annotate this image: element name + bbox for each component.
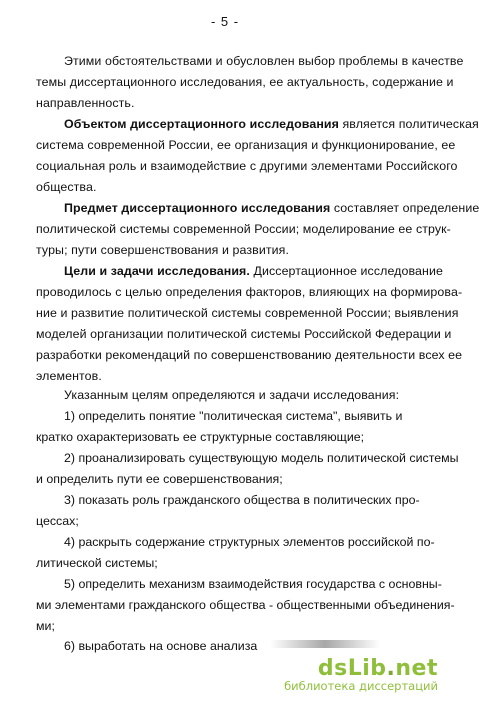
- watermark-logo: [284, 656, 438, 681]
- text-line: цессах;: [36, 514, 79, 528]
- text-line: и определить пути ее совершенствования;: [36, 472, 283, 486]
- text-line: туры; пути совершенствования и развития.: [36, 243, 290, 257]
- text-line: общества.: [36, 180, 97, 194]
- watermark-logo-tld: net: [395, 656, 438, 681]
- bold-heading-object: Объектом диссертационного исследования: [64, 117, 339, 131]
- watermark[interactable]: [284, 656, 438, 693]
- text-line: система современной России, ее организация и функционирование, ее: [36, 138, 456, 152]
- text-line: 4) раскрыть содержание структурных элементов российской по-: [64, 535, 435, 549]
- text-fragment: Диссертационное исследование: [249, 264, 443, 278]
- text-line: ми элементами гражданского общества - общественными объединения-: [36, 598, 455, 612]
- paragraph-goals: [36, 261, 463, 387]
- list-item: [36, 574, 455, 637]
- text-line: [36, 261, 443, 282]
- watermark-logo-main: dsLib: [317, 656, 387, 681]
- text-line: 2) проанализировать существующую модель политической системы: [64, 451, 459, 465]
- text-line: [36, 198, 479, 219]
- list-item: [36, 532, 436, 574]
- text-line: ми;: [36, 619, 55, 633]
- text-line: Этими обстоятельствами и обусловлен выбор проблемы в качестве: [64, 54, 464, 68]
- list-item: [36, 406, 436, 448]
- paragraph-tasks-intro: [36, 385, 436, 406]
- list-item: [36, 490, 436, 532]
- bold-heading-subject: Предмет диссертационного исследования: [64, 201, 331, 215]
- bold-heading-goals: Цели и задачи исследования.: [64, 264, 250, 278]
- list-item: [36, 448, 459, 490]
- text-fragment: составляет определение: [330, 201, 479, 215]
- watermark-logo-dot: .: [386, 656, 396, 681]
- text-line: 3) показать роль гражданского общества в политических про-: [64, 493, 420, 507]
- text-line: элементов.: [36, 369, 102, 383]
- text-line: 5) определить механизм взаимодействия государства с основны-: [64, 577, 442, 591]
- paragraph-intro: [36, 51, 464, 114]
- text-line: разработки рекомендаций по совершенствованию деятельности всех ее: [36, 348, 463, 362]
- text-line: проводилось с целью определения факторов, влияющих на формирова-: [36, 285, 463, 299]
- text-line: [36, 114, 479, 135]
- paragraph-object: [36, 114, 479, 198]
- text-line: 1) определить понятие "политическая система", выявить и: [64, 409, 403, 423]
- text-line: политической системы современной России; моделирование ее струк-: [36, 222, 451, 236]
- text-line: моделей организации политической системы Российской Федерации и: [36, 327, 452, 341]
- text-fragment: является политическая: [338, 117, 479, 131]
- text-line: Указанным целям определяются и задачи исследования:: [64, 388, 400, 402]
- text-line: направленность.: [36, 96, 135, 110]
- text-line: социальная роль и взаимодействие с другими элементами Российского: [36, 159, 458, 173]
- text-line: кратко охарактеризовать ее структурные составляющие;: [36, 430, 365, 444]
- text-line: темы диссертационного исследования, ее актуальность, содержание и: [36, 75, 454, 89]
- text-line: ние и развитие политической системы современной России; выявления: [36, 306, 459, 320]
- paragraph-subject: [36, 198, 479, 261]
- page-number: - 5 -: [210, 14, 240, 29]
- text-line: литической системы;: [36, 556, 158, 570]
- watermark-subtitle: библиотека диссертаций: [284, 679, 438, 693]
- text-line: 6) выработать на основе анализа: [64, 639, 258, 653]
- scan-smudge: [270, 640, 380, 648]
